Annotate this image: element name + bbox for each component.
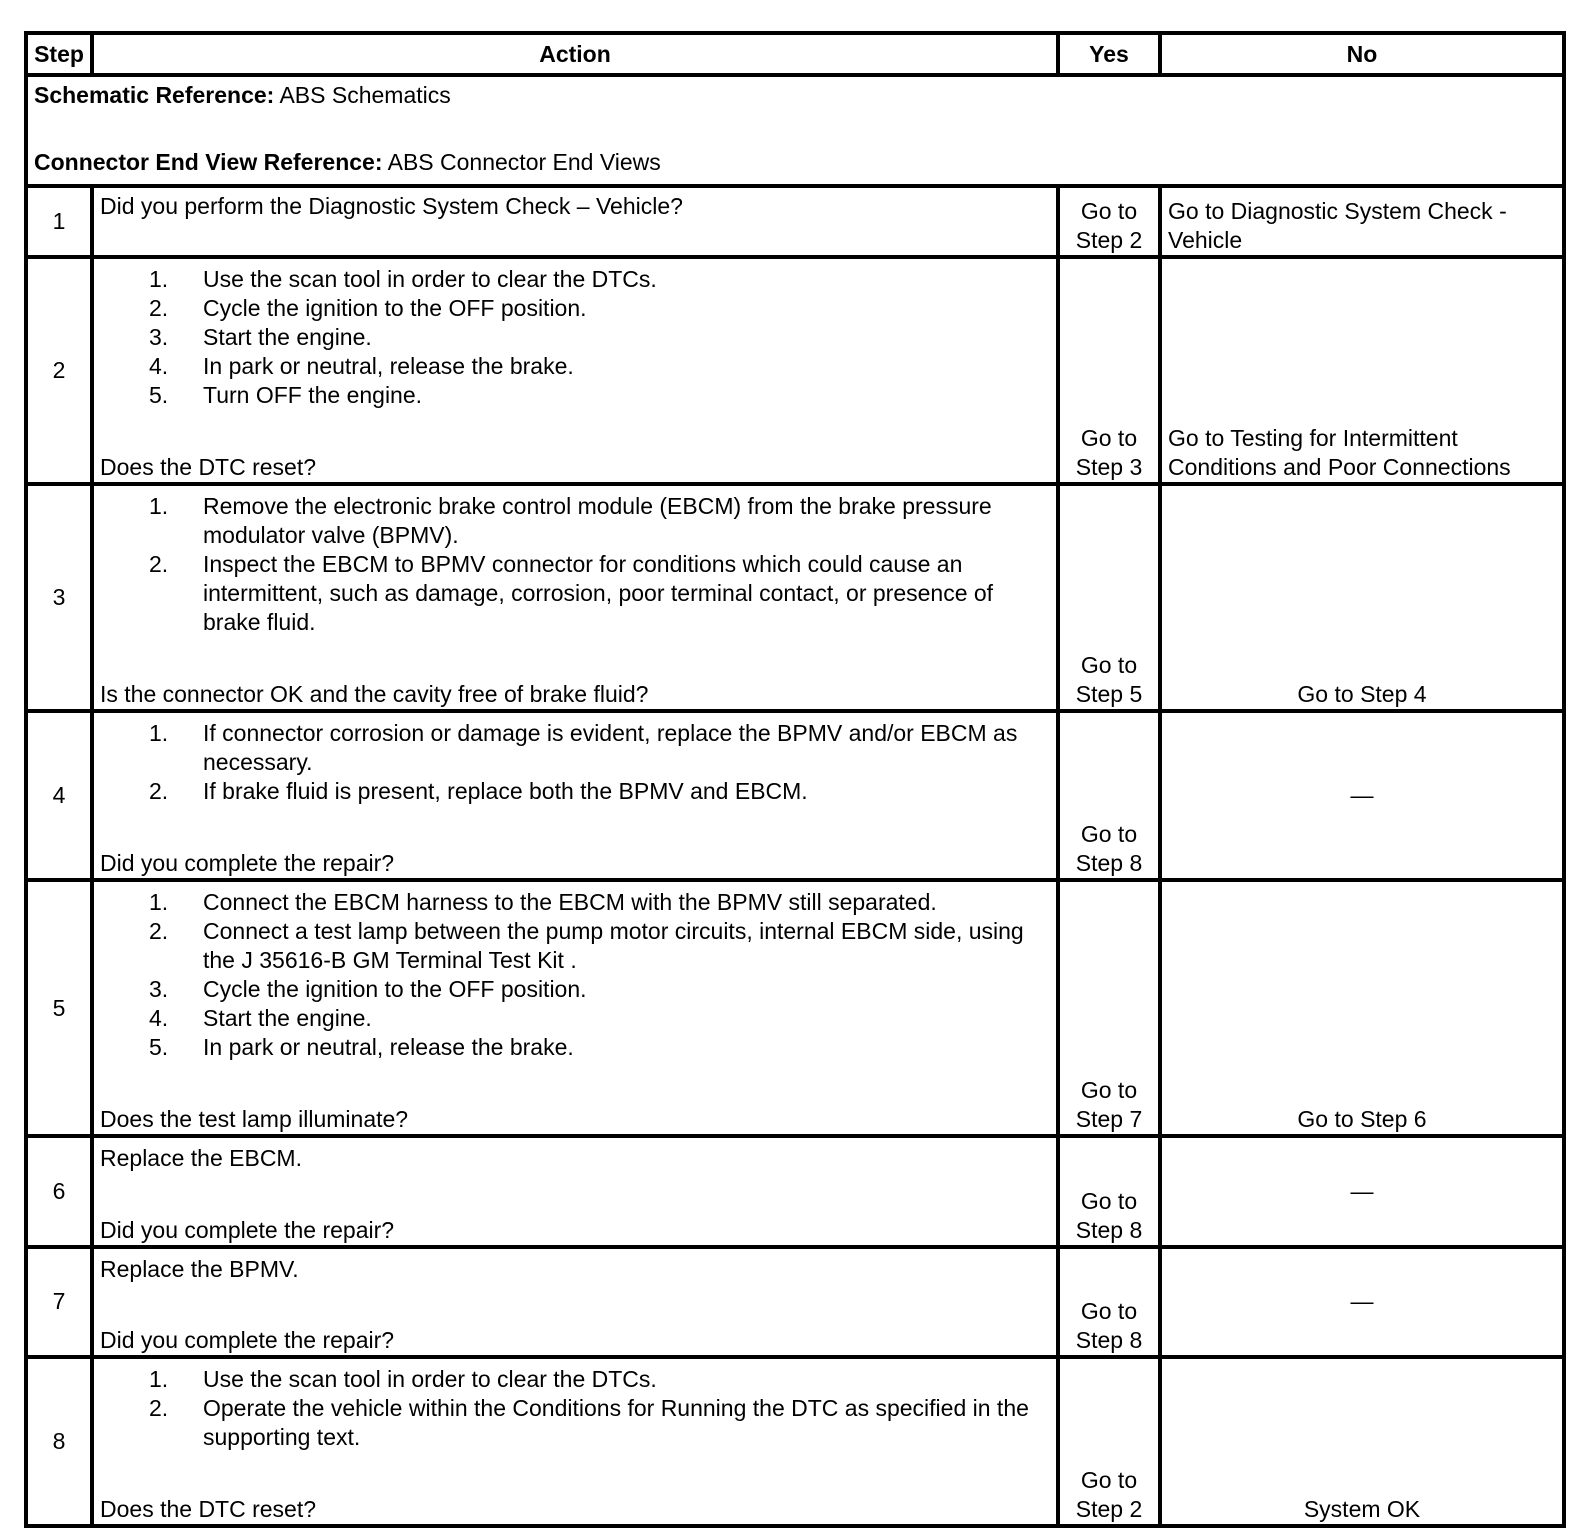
action-question: Does the DTC reset? (100, 454, 317, 481)
step-number: 8 (26, 1357, 92, 1526)
list-item: 1. Use the scan tool in order to clear the DTCs. (149, 266, 657, 293)
header-yes: Yes (1058, 33, 1160, 75)
no-cell[interactable]: Go to Diagnostic System Check - Vehicle (1160, 186, 1564, 258)
action-cell (92, 711, 1058, 880)
step-number: 7 (26, 1247, 92, 1358)
list-item: 3. Cycle the ignition to the OFF position. (149, 976, 587, 1003)
no-cell[interactable]: Go to Step 6 (1160, 880, 1564, 1136)
list-item: 1. Connect the EBCM harness to the EBCM with the BPMV still separated. (149, 889, 937, 916)
action-question: Did you complete the repair? (100, 850, 395, 877)
yes-goto: Go to (1080, 652, 1138, 679)
schematic-reference-label: Schematic Reference: (34, 82, 275, 108)
yes-step: Step 5 (1075, 681, 1143, 708)
yes-cell[interactable] (1058, 1247, 1160, 1358)
table-row (26, 1247, 1564, 1358)
header-action: Action (92, 33, 1058, 75)
no-cell: — (1160, 711, 1564, 880)
step-number: 5 (26, 880, 92, 1136)
action-text: Replace the BPMV. (100, 1255, 299, 1282)
yes-goto: Go to (1080, 1467, 1138, 1493)
list-item: 2. Cycle the ignition to the OFF position. (149, 295, 587, 322)
header-step: Step (26, 33, 92, 75)
connector-reference (34, 148, 1556, 177)
list-item: 2. Connect a test lamp between the pump motor circuits, internal EBCM side, using the J 35616-B GM Terminal Test Kit . (149, 918, 1024, 974)
yes-goto: Go to (1080, 1298, 1138, 1325)
table-row (26, 1357, 1564, 1526)
yes-step: Step 8 (1075, 1216, 1143, 1243)
schematic-reference (34, 81, 1556, 110)
yes-step: Step 2 (1075, 227, 1143, 254)
no-cell[interactable]: Go to Testing for Intermittent Conditions and Poor Connections (1160, 257, 1564, 484)
yes-goto: Go to (1080, 198, 1138, 225)
yes-cell[interactable] (1058, 1357, 1160, 1526)
action-text: Replace the EBCM. (100, 1145, 302, 1172)
action-cell (92, 257, 1058, 484)
action-steps-list (100, 719, 1050, 806)
yes-goto: Go to (1080, 425, 1138, 452)
yes-cell[interactable] (1058, 257, 1160, 484)
list-item: 5. In park or neutral, release the brake. (149, 1034, 574, 1061)
list-item: 4. Start the engine. (149, 1005, 372, 1032)
step-number: 6 (26, 1136, 92, 1247)
action-cell (92, 186, 1058, 258)
list-item: 1. If connector corrosion or damage is evident, replace the BPMV and/or EBCM as necessary. (149, 720, 1018, 776)
no-cell: — (1160, 1247, 1564, 1358)
header-no: No (1160, 33, 1564, 75)
action-steps-list (100, 1365, 1050, 1452)
action-text: Did you perform the Diagnostic System Check – Vehicle? (100, 192, 683, 219)
yes-cell[interactable] (1058, 1136, 1160, 1247)
list-item: 2. Inspect the EBCM to BPMV connector for conditions which could cause an intermittent, such as damage, corrosion, poor terminal contact, or presence of brake fluid. (149, 551, 994, 636)
connector-reference-link[interactable]: ABS Connector End Views (382, 149, 661, 175)
action-question: Does the DTC reset? (100, 1496, 317, 1522)
action-question: Did you complete the repair? (100, 1216, 395, 1243)
step-number: 2 (26, 257, 92, 484)
step-number: 1 (26, 186, 92, 258)
table-row (26, 711, 1564, 880)
action-question: Is the connector OK and the cavity free of brake fluid? (100, 681, 649, 708)
table-row (26, 186, 1564, 258)
step-number: 3 (26, 484, 92, 711)
yes-step: Step 2 (1075, 1496, 1143, 1522)
list-item: 1. Use the scan tool in order to clear the DTCs. (149, 1366, 657, 1393)
table-row (26, 257, 1564, 484)
list-item: 3. Start the engine. (149, 324, 372, 351)
action-cell (92, 1247, 1058, 1358)
action-question: Does the test lamp illuminate? (100, 1106, 409, 1133)
no-cell: — (1160, 1136, 1564, 1247)
action-steps-list (100, 888, 1050, 1062)
reference-cell (26, 75, 1564, 186)
list-item: 4. In park or neutral, release the brake. (149, 353, 574, 380)
yes-cell[interactable] (1058, 880, 1160, 1136)
table-row (26, 484, 1564, 711)
yes-step: Step 7 (1075, 1106, 1143, 1133)
action-cell (92, 484, 1058, 711)
yes-cell[interactable] (1058, 711, 1160, 880)
diagnostic-table (24, 31, 1566, 1528)
connector-reference-label: Connector End View Reference: (34, 149, 383, 175)
list-item: 2. If brake fluid is present, replace both the BPMV and EBCM. (149, 778, 808, 805)
header-row (26, 33, 1564, 75)
no-cell: System OK (1160, 1357, 1564, 1526)
yes-cell[interactable] (1058, 186, 1160, 258)
schematic-reference-link[interactable]: ABS Schematics (274, 82, 451, 108)
yes-step: Step 3 (1075, 454, 1143, 481)
yes-goto: Go to (1080, 1187, 1138, 1214)
step-number: 4 (26, 711, 92, 880)
reference-row (26, 75, 1564, 186)
action-question: Did you complete the repair? (100, 1327, 395, 1354)
no-cell[interactable]: Go to Step 4 (1160, 484, 1564, 711)
action-cell (92, 1357, 1058, 1526)
action-cell (92, 880, 1058, 1136)
table-row (26, 880, 1564, 1136)
list-item: 5. Turn OFF the engine. (149, 382, 423, 409)
yes-cell[interactable] (1058, 484, 1160, 711)
yes-step: Step 8 (1075, 850, 1143, 877)
action-steps-list (100, 492, 1050, 637)
yes-goto: Go to (1080, 821, 1138, 848)
list-item: 2. Operate the vehicle within the Conditions for Running the DTC as specified in the supporting text. (149, 1395, 1029, 1451)
list-item: 1. Remove the electronic brake control module (EBCM) from the brake pressure modulator valve (BPMV). (149, 493, 992, 549)
action-steps-list (100, 265, 1050, 410)
table-row (26, 1136, 1564, 1247)
action-cell (92, 1136, 1058, 1247)
yes-goto: Go to (1080, 1077, 1138, 1104)
yes-step: Step 8 (1075, 1327, 1143, 1354)
